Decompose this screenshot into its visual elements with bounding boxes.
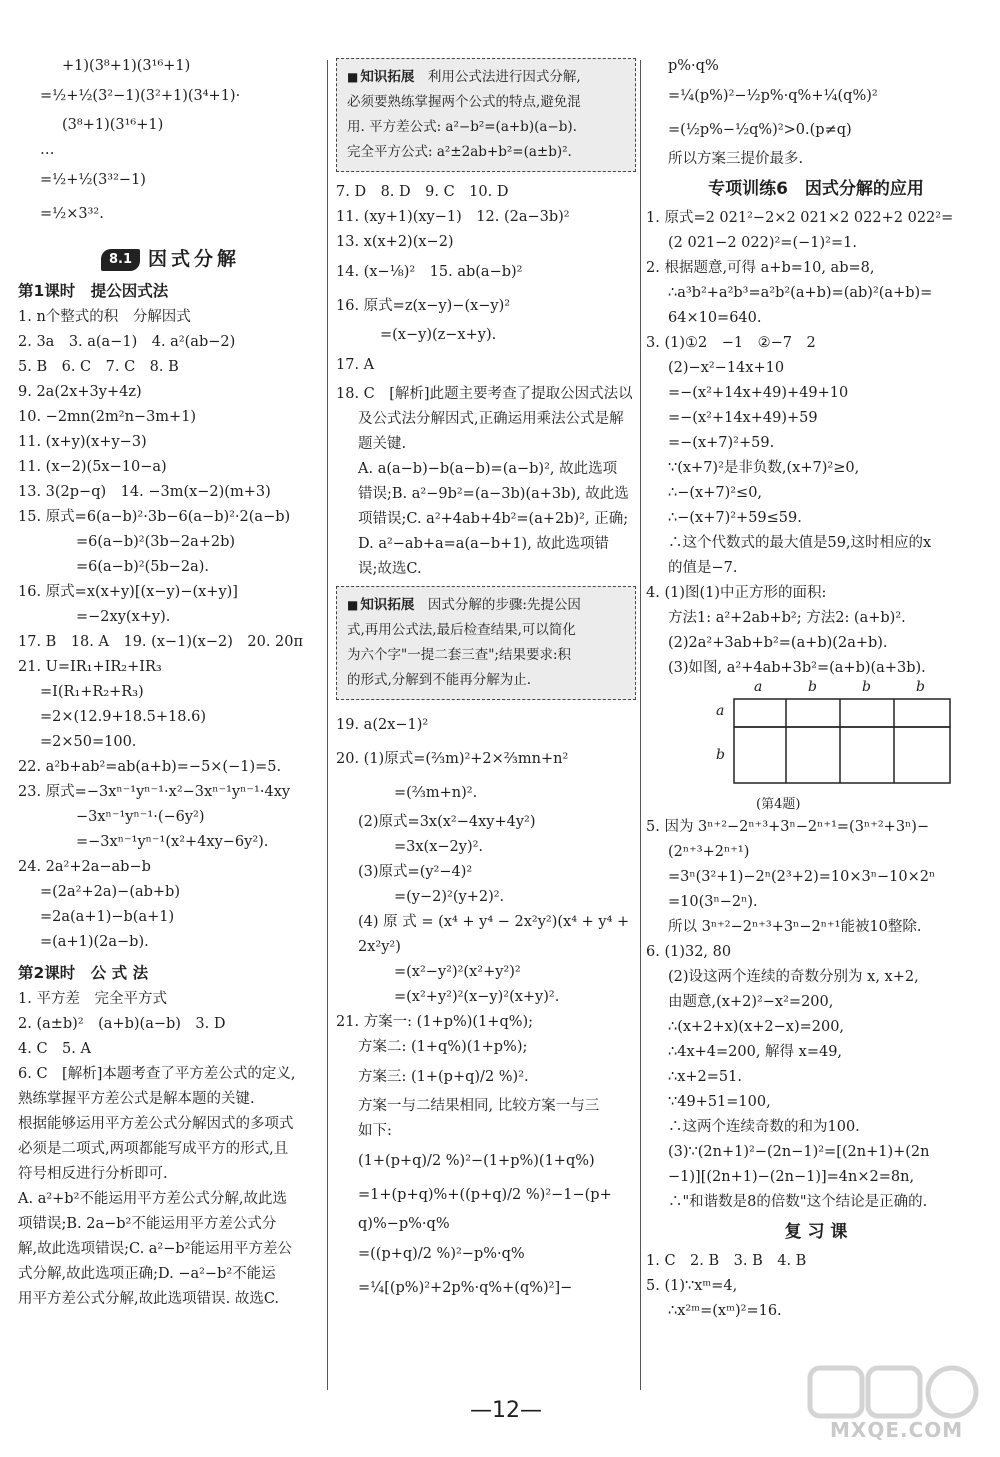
column-divider-left (327, 60, 328, 1390)
figure-label: a (716, 703, 725, 719)
answer-line: 7. D 8. D 9. C 10. D (336, 184, 509, 200)
box-tag: ■ 知识拓展 (347, 69, 414, 85)
answer-line: ∴a³b²+a²b³=a²b²(a+b)=(ab)²(a+b)= (668, 285, 933, 301)
lesson-heading: 第1课时 提公因式法 (18, 282, 169, 300)
answer-line: 熟练掌握平方差公式是解本题的关键. (18, 1091, 255, 1107)
answer-line: 方案三: (1+(p+q)/2 %)². (358, 1069, 529, 1085)
figure-label: b (716, 747, 725, 763)
answer-line: 18. C [解析]此题主要考查了提取公因式法以 (336, 386, 633, 402)
answer-line: 所以 3ⁿ⁺²−2ⁿ⁺³+3ⁿ−2ⁿ⁺¹能被10整除. (668, 919, 922, 935)
answer-line: =10(3ⁿ−2ⁿ). (668, 894, 758, 910)
answer-line: 15. 原式=6(a−b)²·3b−6(a−b)²·2(a−b) (18, 509, 291, 525)
figure-label: b (862, 679, 871, 695)
watermark-text: MXQE.COM (830, 1418, 964, 1442)
answer-line: ∴x²ᵐ=(xᵐ)²=16. (668, 1303, 782, 1319)
answer-line: (2)原式=3x(x²−4xy+4y²) (358, 814, 536, 830)
box-line: 因式分解的步骤:先提公因 (427, 597, 581, 613)
figure-caption: (第4题) (756, 797, 801, 812)
answer-line: =2×50=100. (40, 734, 137, 750)
answer-line: =−3xⁿ⁻¹yⁿ⁻¹(x²+4xy−6y²). (76, 834, 269, 850)
answer-line: =(½p%−½q%)²>0.(p≠q) (668, 122, 852, 138)
box-line: 利用公式法进行因式分解, (427, 69, 581, 85)
answer-line: 1. 原式=2 021²−2×2 021×2 022+2 022²= (646, 210, 954, 226)
answer-line: 2x²y²) (358, 939, 401, 955)
answer-line: 题关键. (358, 436, 407, 452)
rectangle-grid-figure (646, 685, 986, 795)
answer-line: (1+(p+q)/2 %)²−(1+p%)(1+q%) (358, 1153, 595, 1169)
special-training-title: 专项训练6 因式分解的应用 (708, 179, 924, 199)
answer-line: =1+(p+q)%+((p+q)/2 %)²−1−(p+ (358, 1187, 612, 1203)
answer-line: 1. n个整式的积 分解因式 (18, 309, 191, 325)
answer-line: 所以方案三提价最多. (668, 151, 804, 167)
answer-line: 方法1: a²+2ab+b²; 方法2: (a+b)². (668, 610, 906, 626)
answer-line: ∴−(x+7)²+59≤59. (668, 510, 802, 526)
answer-line: (2 021−2 022)²=(−1)²=1. (668, 235, 857, 251)
answer-line: (3)∵(2n+1)²−(2n−1)²=[(2n+1)+(2n (668, 1144, 930, 1160)
answer-line: 4. (1)图(1)中正方形的面积: (646, 585, 827, 601)
answer-line: 项错误;B. 2a−b²不能运用平方差公式分 (18, 1216, 277, 1232)
answer-line: 必须是二项式,两项都能写成平方的形式,且 (18, 1141, 289, 1157)
answer-line: =−(x²+14x+49)+49+10 (668, 385, 849, 401)
answer-line: 5. 因为 3ⁿ⁺²−2ⁿ⁺³+3ⁿ−2ⁿ⁺¹=(3ⁿ⁺²+3ⁿ)− (646, 819, 930, 835)
answer-line: ∴x+2=51. (668, 1069, 742, 1085)
answer-line: 22. a²b+ab²=ab(a+b)=−5×(−1)=5. (18, 759, 282, 775)
answer-line: =(x²+y²)²(x−y)²(x+y)². (394, 989, 560, 1005)
answer-line: =(y−2)²(y+2)². (394, 889, 505, 905)
answer-line: =−(x²+14x+49)+59 (668, 410, 818, 426)
answer-line: =6(a−b)²(3b−2a+2b) (76, 534, 236, 550)
answer-line: =((p+q)/2 %)²−p%·q% (358, 1246, 525, 1262)
answer-line: =6(a−b)²(5b−2a). (76, 559, 210, 575)
column-divider-right (640, 60, 641, 1390)
answer-line: 由题意,(x+2)²−x²=200, (668, 994, 834, 1010)
answer-line: 项错误;C. a²+4ab+4b²=(a+2b)², 正确; (358, 511, 629, 527)
answer-line: (2)设这两个连续的奇数分别为 x, x+2, (668, 969, 919, 985)
box-line: 完全平方公式: a²±2ab+b²=(a±b)². (347, 144, 572, 160)
answer-line: 错误;B. a²−9b²=(a−3b)(a+3b), 故此选 (358, 486, 629, 502)
figure-4 (646, 679, 986, 815)
answer-line: 17. A (336, 357, 375, 373)
review-title: 复 习 课 (784, 1222, 848, 1242)
column-2 (336, 54, 636, 1305)
box-line: 必须要熟练掌握两个公式的特点,避免混 (347, 94, 581, 110)
box-tag: ■ 知识拓展 (347, 597, 414, 613)
answer-line: 24. 2a²+2a−ab−b (18, 859, 151, 875)
answer-line: 14. (x−⅛)² 15. ab(a−b)² (336, 264, 523, 280)
text-line: (3⁸+1)(3¹⁶+1) (62, 117, 164, 133)
lesson-heading: 第2课时 公 式 法 (18, 964, 149, 982)
answer-line: 11. (x+y)(x+y−3) (18, 434, 147, 450)
section-badge: 8.1 (101, 249, 140, 271)
column-3 (646, 54, 986, 1324)
answer-line: 21. U=IR₁+IR₂+IR₃ (18, 659, 162, 675)
answer-line: ∵(x+7)²是非负数,(x+7)²≥0, (668, 460, 860, 476)
answer-line: =−2xy(x+y). (76, 609, 171, 625)
answer-line: 根据能够运用平方差公式分解因式的多项式 (18, 1116, 294, 1132)
answer-line: =(x²−y²)²(x²+y²)² (394, 964, 521, 980)
figure-label: b (916, 679, 925, 695)
answer-line: −1)][(2n+1)−(2n−1)]=4n×2=8n, (668, 1169, 915, 1185)
section-title: 因式分解 (148, 248, 241, 270)
answer-line: (2)2a²+3ab+b²=(a+b)(2a+b). (668, 635, 888, 651)
box-line: 式,再用公式法,最后检查结果,可以简化 (347, 622, 576, 638)
answer-line: 11. (xy+1)(xy−1) 12. (2a−3b)² (336, 209, 570, 225)
answer-line: =(x−y)(z−x+y). (380, 327, 497, 343)
answer-line: 2. 3a 3. a(a−1) 4. a²(ab−2) (18, 334, 236, 350)
answer-line: 20. (1)原式=(⅔m)²+2×⅔mn+n² (336, 751, 569, 767)
answer-line: 13. 3(2p−q) 14. −3m(x−2)(m+3) (18, 484, 271, 500)
answer-line: =(2a²+2a)−(ab+b) (40, 884, 180, 900)
answer-line: ∴−(x+7)²≤0, (668, 485, 763, 501)
answer-line: 符号相反进行分析即可. (18, 1166, 168, 1182)
answer-line: (3)如图, a²+4ab+3b²=(a+b)(a+3b). (668, 660, 926, 676)
column-1 (18, 54, 323, 1312)
answer-line: 11. (x−2)(5x−10−a) (18, 459, 167, 475)
box-line: 的形式,分解到不能再分解为止. (347, 672, 532, 688)
answer-line: 用平方差公式分解,故此选项错误. 故选C. (18, 1291, 280, 1307)
answer-line: p%·q% (668, 58, 719, 74)
answer-line: 如下: (358, 1123, 392, 1139)
knowledge-box (336, 586, 636, 700)
answer-line: 误;故选C. (358, 561, 422, 577)
answer-line: =2a(a+1)−b(a+1) (40, 909, 175, 925)
answer-line: 4. C 5. A (18, 1041, 91, 1057)
answer-line: ∵49+51=100, (668, 1094, 771, 1110)
answer-line: 式分解,故此选项正确;D. −a²−b²不能运 (18, 1266, 276, 1282)
answer-line: =¼(p%)²−½p%·q%+¼(q%)² (668, 88, 878, 104)
answer-line: =¼[(p%)²+2p%·q%+(q%)²]− (358, 1280, 573, 1296)
answer-line: 3. (1)①2 −1 ②−7 2 (646, 335, 816, 351)
answer-line: =I(R₁+R₂+R₃) (40, 684, 144, 700)
answer-line: 23. 原式=−3xⁿ⁻¹yⁿ⁻¹·x²−3xⁿ⁻¹yⁿ⁻¹·4xy (18, 784, 291, 800)
text-line: =½+½(3²−1)(3²+1)(3⁴+1)· (40, 88, 241, 104)
answer-line: 方案二: (1+q%)(1+p%); (358, 1039, 528, 1055)
answer-line: ∴"和谐数是8的倍数"这个结论是正确的. (668, 1194, 928, 1210)
answer-line: =(a+1)(2a−b). (40, 934, 149, 950)
answer-line: 及公式法分解因式,正确运用乘法公式是解 (358, 411, 624, 427)
page-number: —12— (470, 1398, 542, 1423)
answer-line: ∴这两个连续奇数的和为100. (668, 1119, 860, 1135)
answer-line: 2. (a±b)² (a+b)(a−b) 3. D (18, 1016, 226, 1032)
figure-label: b (808, 679, 817, 695)
answer-line: 的值是−7. (668, 560, 738, 576)
answer-line: 5. B 6. C 7. C 8. B (18, 359, 179, 375)
answer-line: −3xⁿ⁻¹yⁿ⁻¹·(−6y²) (76, 809, 205, 825)
answer-line: (4) 原 式 = (x⁴ + y⁴ − 2x²y²)(x⁴ + y⁴ + (358, 914, 630, 930)
answer-line: 2. 根据题意,可得 a+b=10, ab=8, (646, 260, 875, 276)
answer-line: 5. (1)∵xᵐ=4, (646, 1278, 738, 1294)
answer-line: =−(x+7)²+59. (668, 435, 775, 451)
text-line: =½+½(3³²−1) (40, 172, 146, 188)
answer-line: 16. 原式=z(x−y)−(x−y)² (336, 298, 511, 314)
box-line: 用. 平方差公式: a²−b²=(a+b)(a−b). (347, 119, 577, 135)
answer-line: 方案一与二结果相同, 比较方案一与三 (358, 1098, 600, 1114)
answer-line: ∴这个代数式的最大值是59,这时相应的x (668, 535, 932, 551)
box-line: 为六个字"一提二套三查";结果要求:积 (347, 647, 572, 663)
answer-line: 19. a(2x−1)² (336, 717, 429, 733)
answer-line: 9. 2a(2x+3y+4z) (18, 384, 142, 400)
answer-line: 13. x(x+2)(x−2) (336, 234, 454, 250)
text-line: =½×3³². (40, 206, 104, 222)
answer-line: =3ⁿ(3²+1)−2ⁿ(2³+2)=10×3ⁿ−10×2ⁿ (668, 869, 936, 885)
answer-line: 1. 平方差 完全平方式 (18, 991, 167, 1007)
answer-line: A. a²+b²不能运用平方差公式分解,故此选 (18, 1191, 287, 1207)
answer-line: (2)−x²−14x+10 (668, 360, 785, 376)
answer-line: =2×(12.9+18.5+18.6) (40, 709, 206, 725)
knowledge-box (336, 58, 636, 172)
answer-line: A. a(a−b)−b(a−b)=(a−b)², 故此选项 (358, 461, 618, 477)
answer-line: (2ⁿ⁺³+2ⁿ⁺¹) (668, 844, 750, 860)
answer-line: ∴4x+4=200, 解得 x=49, (668, 1044, 843, 1060)
answer-line: ∴(x+2+x)(x+2−x)=200, (668, 1019, 845, 1035)
answer-line: 64×10=640. (668, 310, 762, 326)
answer-line: 21. 方案一: (1+p%)(1+q%); (336, 1014, 534, 1030)
text-line: +1)(3⁸+1)(3¹⁶+1) (62, 58, 191, 74)
answer-line: =3x(x−2y)². (394, 839, 484, 855)
answer-line: 17. B 18. A 19. (x−1)(x−2) 20. 20π (18, 634, 304, 650)
section-heading (18, 241, 323, 277)
figure-label: a (754, 679, 763, 695)
answer-line: D. a²−ab+a=a(a−b+1), 故此选项错 (358, 536, 609, 552)
text-line: … (40, 142, 55, 158)
answer-line: q)%−p%·q% (358, 1216, 450, 1232)
answer-line: 6. (1)32, 80 (646, 944, 732, 960)
answer-line: 10. −2mn(2m²n−3m+1) (18, 409, 197, 425)
answer-line: 解,故此选项错误;C. a²−b²能运用平方差公 (18, 1241, 292, 1257)
answer-line: (3)原式=(y²−4)² (358, 864, 473, 880)
answer-line: 16. 原式=x(x+y)[(x−y)−(x+y)] (18, 584, 238, 600)
answer-line: 1. C 2. B 3. B 4. B (646, 1253, 807, 1269)
answer-line: =(⅔m+n)². (394, 785, 478, 801)
answer-line: 6. C [解析]本题考查了平方差公式的定义, (18, 1066, 296, 1082)
